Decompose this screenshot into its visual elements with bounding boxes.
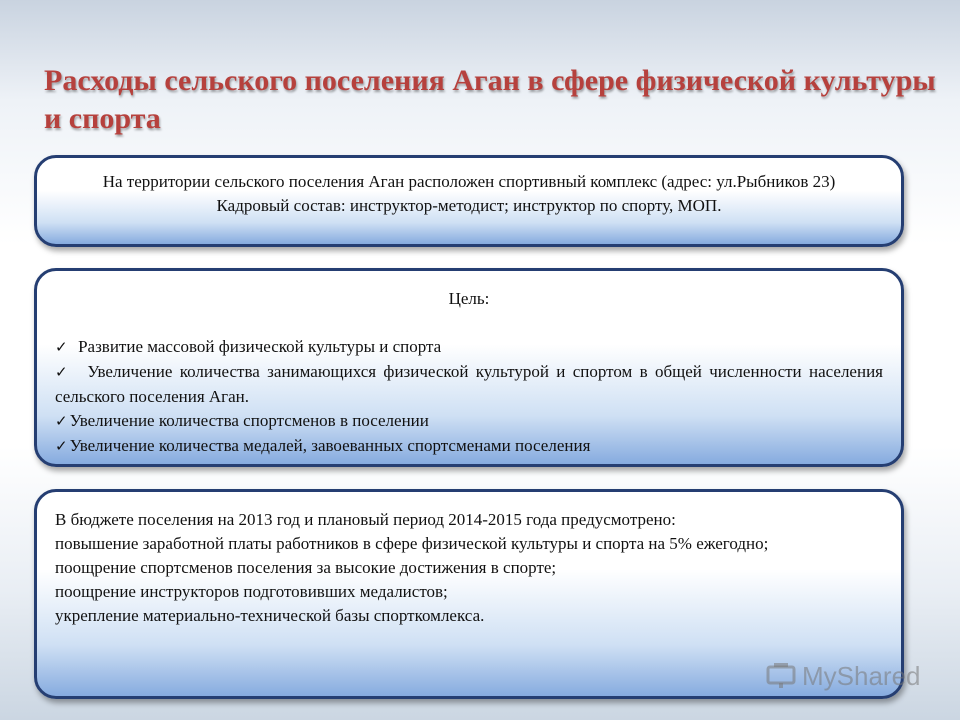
- budget-line: повышение заработной платы работников в сфере физической культуры и спорта на 5% ежегодно;: [55, 534, 769, 553]
- info-box: [34, 155, 904, 247]
- goal-item: ✓ Увеличение количества медалей, завоеванных спортсменами поселения: [55, 436, 591, 455]
- presentation-icon: [766, 661, 796, 691]
- checkmark-icon: ✓: [55, 365, 71, 381]
- goal-item: ✓ Увеличение количества спортсменов в поселении: [55, 411, 429, 430]
- goal-item: ✓ Развитие массовой физической культуры и спорта: [55, 337, 442, 356]
- goal-item: ✓ Увеличение количества занимающихся физической культурой и спортом в общей численности населения сельского поселения Аган.: [55, 362, 883, 406]
- slide-title: Расходы сельского поселения Аган в сфере физической культуры и спорта: [44, 64, 936, 135]
- budget-line: поощрение спортсменов поселения за высокие достижения в спорте;: [55, 558, 557, 577]
- info-address: На территории сельского поселения Аган расположен спортивный комплекс (адрес: ул.Рыбников 23): [102, 172, 836, 191]
- info-staff: Кадровый состав: инструктор-методист; инструктор по спорту, МОП.: [216, 196, 722, 215]
- budget-line: поощрение инструкторов подготовивших медалистов;: [55, 582, 448, 601]
- checkmark-icon: ✓: [55, 439, 68, 455]
- watermark-text: MyShared: [802, 660, 921, 691]
- goal-box: [34, 268, 904, 467]
- budget-line: В бюджете поселения на 2013 год и плановый период 2014-2015 года предусмотрено:: [55, 510, 676, 529]
- watermark-logo: [766, 656, 921, 696]
- checkmark-icon: ✓: [55, 340, 68, 356]
- goal-heading: Цель:: [448, 289, 490, 308]
- checkmark-icon: ✓: [55, 414, 68, 430]
- budget-line: укрепление материально-технической базы спорткомлекса.: [55, 606, 485, 625]
